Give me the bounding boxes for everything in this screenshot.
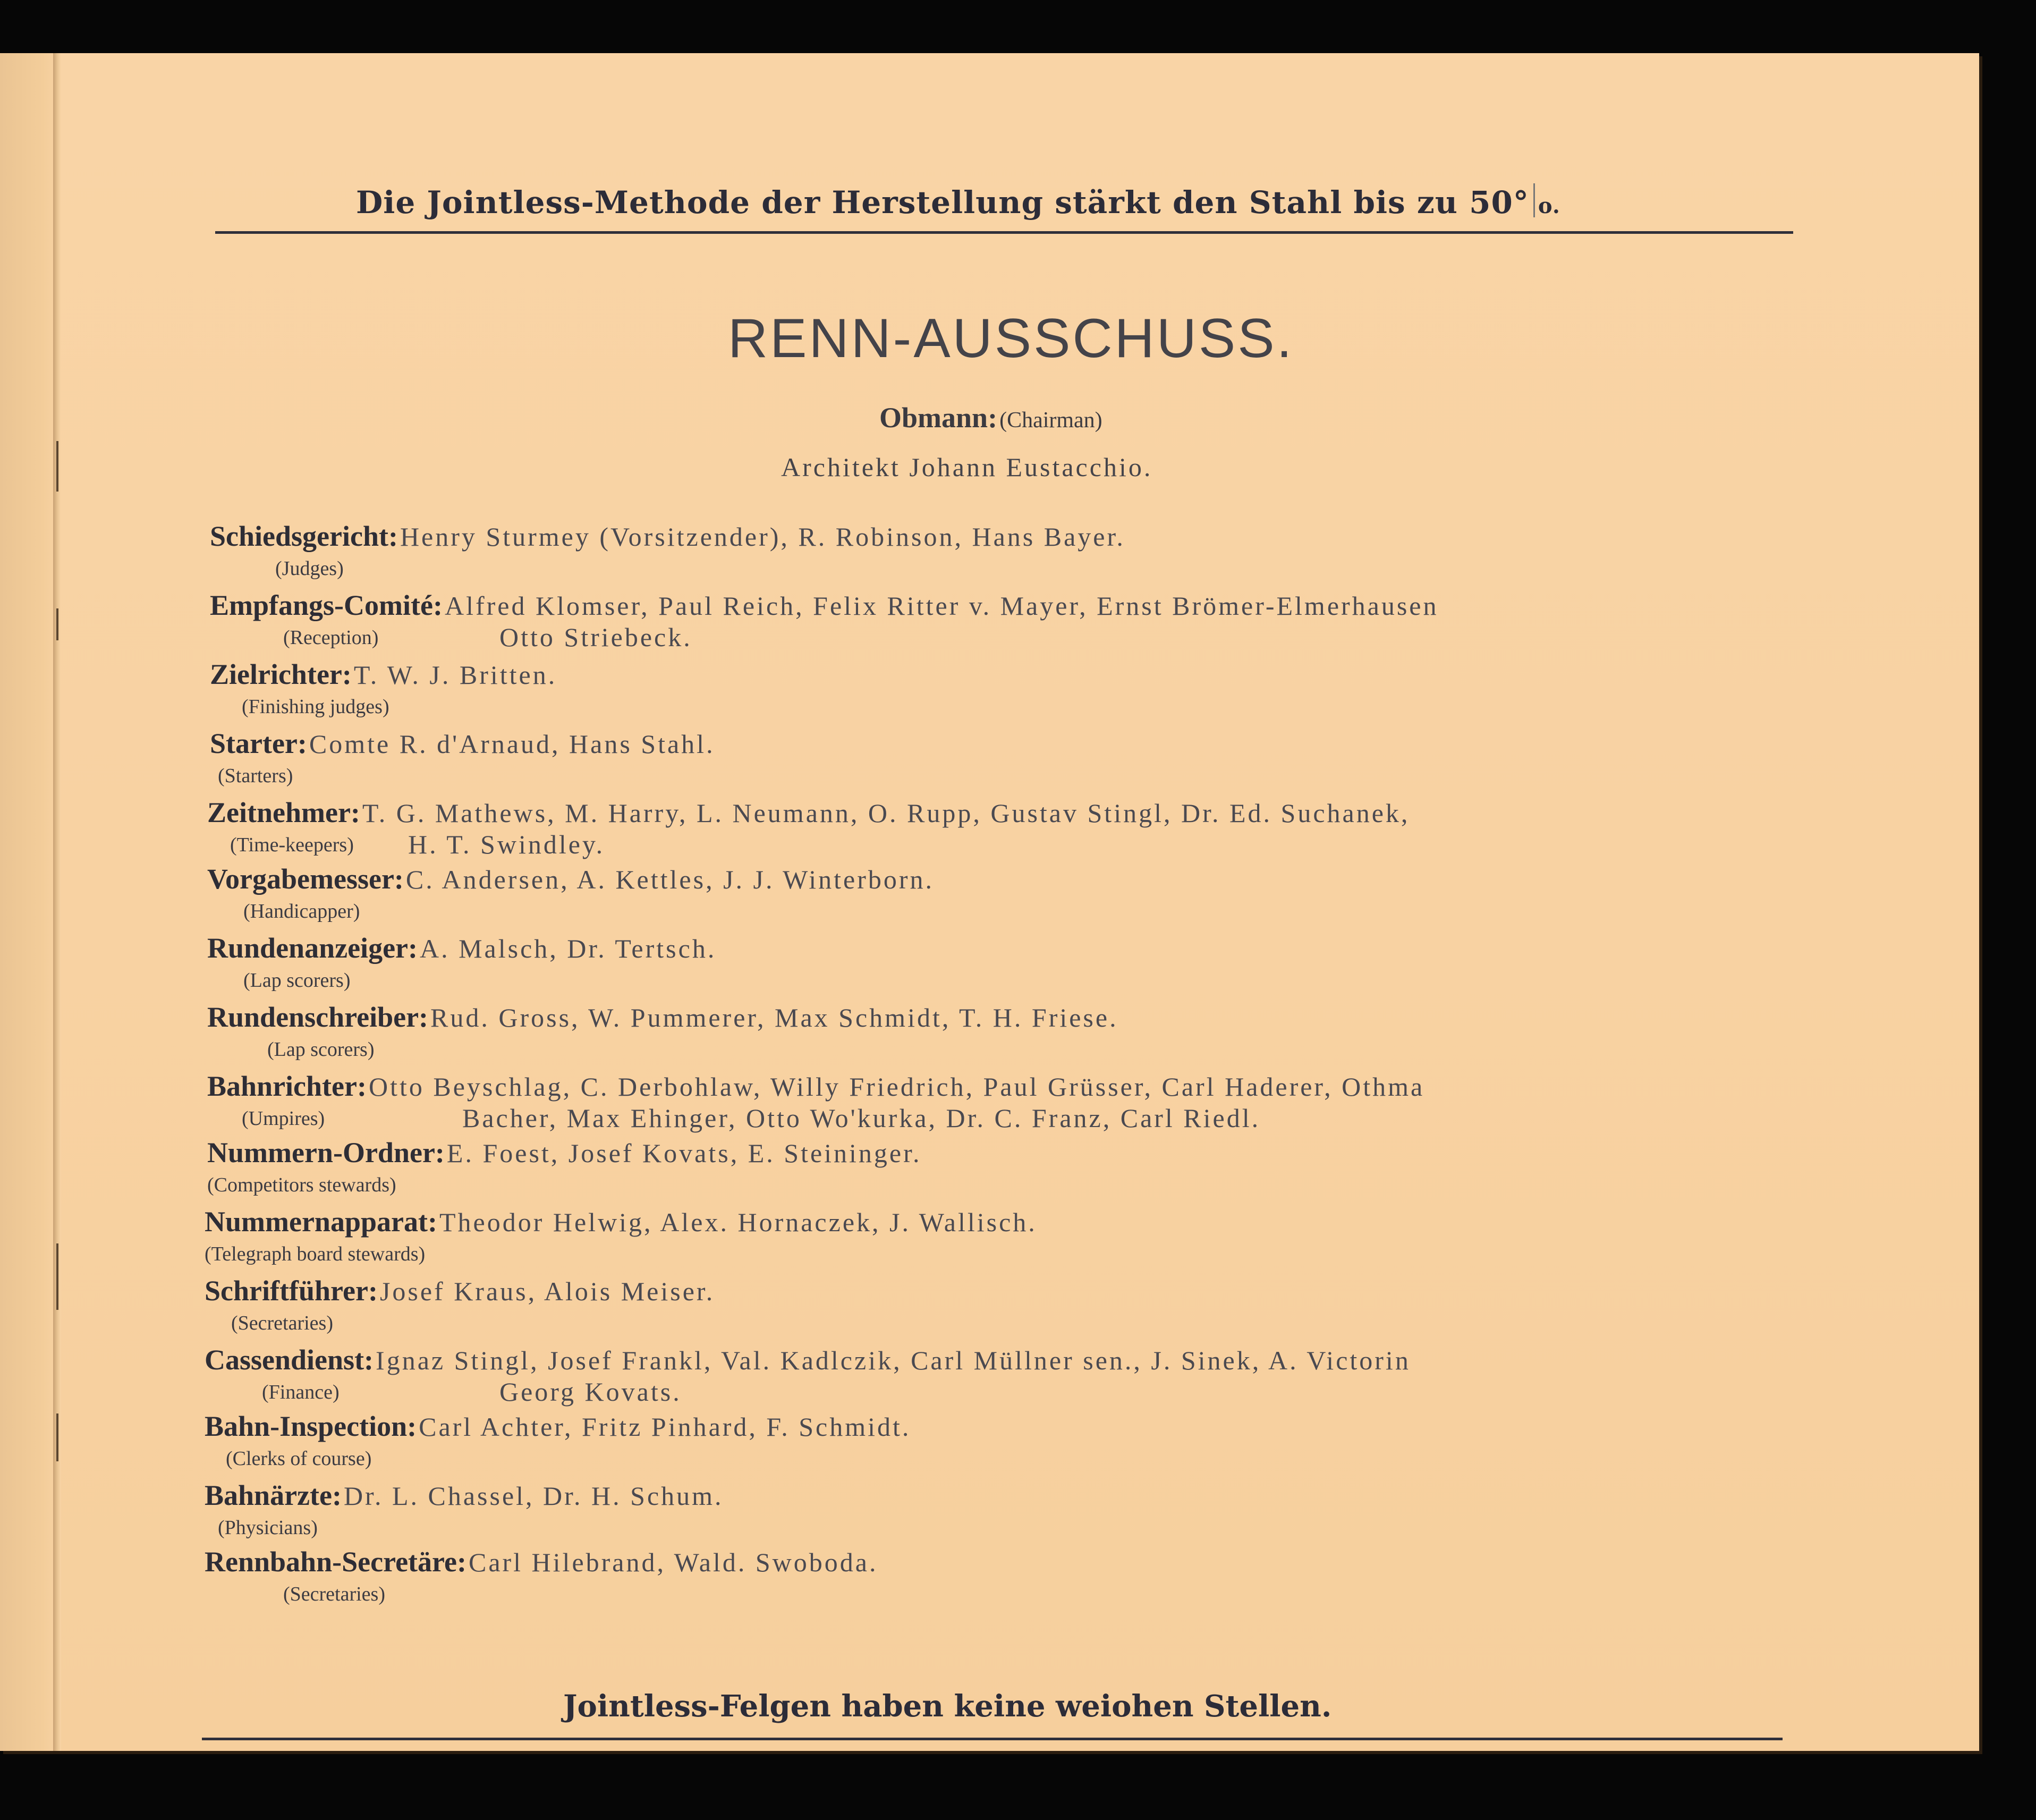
footer-advert: Jointless-Felgen haben keine weiohen Stellen. [563,1689,1332,1724]
role-names-continued: Otto Striebeck. [499,622,692,652]
header-rule [215,231,1793,234]
role-names: Otto Beyschlag, C. Derbohlaw, Willy Friedrich, Paul Grüsser, Carl Haderer, Othma [368,1072,1425,1102]
role-english: (Secretaries) [283,1583,385,1605]
role-english: (Lap scorers) [267,1038,375,1061]
chairman-name: Architekt Johann Eustacchio. [781,452,1153,482]
role-label: Cassendienst: [205,1344,374,1376]
role-label: Rundenschreiber: [207,1001,429,1033]
role-english: (Lap scorers) [243,969,351,992]
role-names-continued: Georg Kovats. [499,1377,682,1407]
role-label: Zielrichter: [210,658,352,690]
role-row [205,1410,911,1443]
role-label: Schiedsgericht: [210,520,398,552]
role-english: (Physicians) [218,1517,318,1539]
footer-rule [202,1738,1783,1740]
role-names: Comte R. d'Arnaud, Hans Stahl. [309,729,715,759]
role-english: (Reception) [283,627,379,649]
role-english: (Secretaries) [231,1312,333,1334]
role-row [205,1479,724,1512]
role-row [207,862,934,895]
role-names: Carl Achter, Fritz Pinhard, F. Schmidt. [419,1412,911,1442]
role-names: Henry Sturmey (Vorsitzender), R. Robinson, Hans Bayer. [400,522,1125,552]
role-names: A. Malsch, Dr. Tertsch. [419,934,717,963]
role-label: Nummern-Ordner: [207,1137,445,1169]
role-english: (Competitors stewards) [207,1174,396,1196]
role-names: Carl Hilebrand, Wald. Swoboda. [468,1547,878,1577]
role-row [205,1545,878,1578]
role-names: T. G. Mathews, M. Harry, L. Neumann, O. Rupp, Gustav Stingl, Dr. Ed. Suchanek, [362,798,1410,828]
role-english: (Handicapper) [243,900,360,922]
role-label: Rundenanzeiger: [207,932,418,964]
role-label: Zeitnehmer: [207,797,360,828]
role-names: Theodor Helwig, Alex. Hornaczek, J. Wallisch. [439,1207,1037,1237]
role-names: Ignaz Stingl, Josef Frankl, Val. Kadlczik, Carl Müllner sen., J. Sinek, A. Victorin [376,1345,1411,1375]
role-row [205,1274,715,1307]
role-names: Josef Kraus, Alois Meiser. [379,1276,715,1306]
role-row [207,796,1410,829]
page-content [0,53,1979,1751]
role-row [207,932,716,964]
role-label: Rennbahn-Secretäre: [205,1546,466,1578]
role-label: Bahnrichter: [207,1070,367,1102]
role-names: T. W. J. Britten. [353,660,557,690]
role-row [207,1001,1118,1034]
chairman-label [879,401,1102,434]
role-row [210,658,557,691]
role-label: Starter: [210,727,307,759]
role-label: Empfangs-Comité: [210,589,443,621]
role-row [207,1070,1424,1103]
role-row [210,727,715,760]
page-title: RENN-AUSSCHUSS. [728,308,1294,369]
role-row [205,1343,1411,1376]
role-row [207,1136,922,1169]
role-row [205,1205,1037,1238]
role-english: (Finance) [262,1381,340,1403]
role-names: Dr. L. Chassel, Dr. H. Schum. [343,1481,724,1511]
header-advert [356,183,1631,221]
role-label: Nummernapparat: [205,1206,437,1238]
role-row [210,520,1125,553]
role-english: (Telegraph board stewards) [205,1243,426,1265]
role-english: (Starters) [218,765,293,787]
role-names: Rud. Gross, W. Pummerer, Max Schmidt, T. H. Friese. [430,1003,1118,1032]
header-text: Die Jointless-Methode der Herstellung stärkt den Stahl bis zu 50° [356,184,1529,221]
role-label: Bahn-Inspection: [205,1410,417,1442]
booklet-page [0,53,1979,1751]
role-english: (Clerks of course) [226,1447,372,1470]
chairman-english: (Chairman) [999,408,1102,433]
role-label: Schriftführer: [205,1275,378,1307]
role-english: (Time-keepers) [230,834,354,856]
role-names-continued: Bacher, Max Ehinger, Otto Wo'kurka, Dr. C. Franz, Carl Riedl. [462,1103,1261,1133]
role-label: Vorgabemesser: [207,863,404,895]
role-names-continued: H. T. Swindley. [408,829,605,859]
role-names: C. Andersen, A. Kettles, J. J. Winterborn. [405,865,935,894]
role-row [210,589,1439,622]
header-suffix: o. [1538,193,1560,218]
role-names: E. Foest, Josef Kovats, E. Steininger. [446,1138,922,1168]
role-english: (Umpires) [242,1107,325,1130]
role-label: Bahnärzte: [205,1479,342,1511]
role-english: (Finishing judges) [242,696,389,718]
chairman-label-text: Obmann: [879,402,998,434]
role-english: (Judges) [275,557,344,580]
role-names: Alfred Klomser, Paul Reich, Felix Ritter v. Mayer, Ernst Brömer-Elmerhausen [444,591,1439,621]
